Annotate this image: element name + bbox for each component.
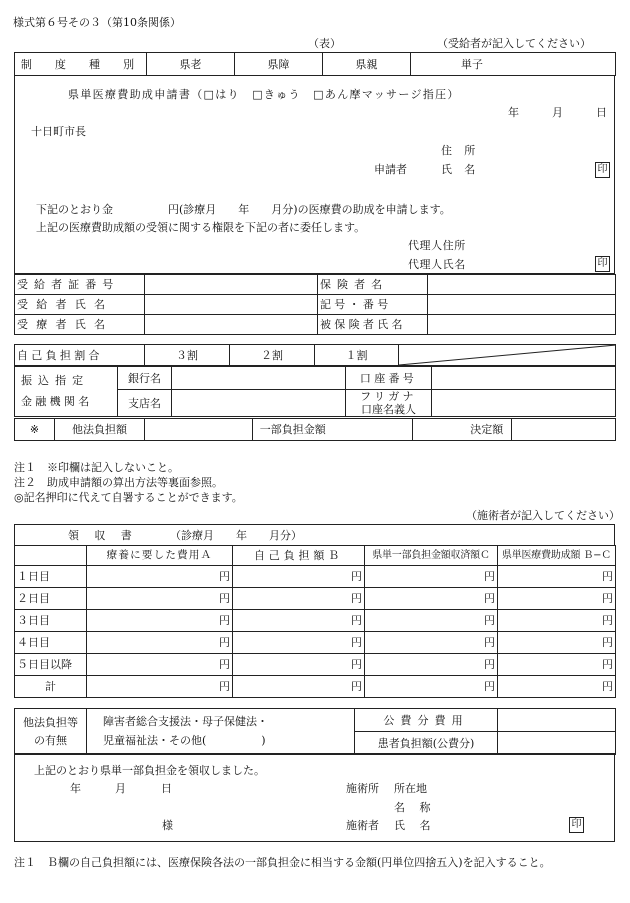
receipt-title: 領 収 書 [68,529,134,542]
cell-yen[interactable]: 円 [233,610,365,632]
application-text-1: 下記のとおり金 円(診療月 年 月分)の医療費の助成を申請します。 [36,203,451,216]
bank-table [14,366,616,417]
other-law-amount-label: 他法負担額 [55,419,145,441]
cell-yen[interactable]: 円 [87,676,233,698]
facility-location-label: 所在地 [394,782,427,795]
cell-yen[interactable]: 円 [233,632,365,654]
footer-note: 注１ Ｂ欄の自己負担額には、医療保険各法の一部負担金に相当する金額(円単位四捨五入)を記入すること。 [14,856,551,869]
row-label-day1: １日目 [15,566,87,588]
header-paid-c: 県単一部負担金額収済額Ｃ [365,546,498,566]
date-month: 月 [552,106,563,119]
application-box [14,75,615,274]
laws-line2: 児童福祉法・その他( ) [103,733,266,747]
decided-amount-field[interactable] [512,419,616,441]
header-subsidy-bc: 県単医療費助成額 Ｂ−Ｃ [498,546,616,566]
received-day: 日 [161,782,172,795]
patient-name-field[interactable] [145,315,318,335]
cell-yen[interactable]: 円 [365,566,498,588]
row-label-day3: ３日目 [15,610,87,632]
date-day: 日 [596,106,607,119]
account-holder-label: 口座名義人 [361,403,416,417]
recipient-name-field[interactable] [145,295,318,315]
insured-name-field[interactable] [428,315,616,335]
cell-yen[interactable]: 円 [498,566,616,588]
ratio-label: 自己負担割合 [15,345,145,366]
cell-yen[interactable]: 円 [365,610,498,632]
other-amount-table [14,418,616,441]
account-no-label: 口座番号 [346,367,432,390]
cell-yen[interactable]: 円 [498,654,616,676]
cell-yen[interactable]: 円 [233,676,365,698]
bank-name-field[interactable] [172,367,346,390]
received-text: 上記のとおり県単一部負担金を領収しました。 [34,764,265,777]
note-2: 注２ 助成申請額の算出方法等裏面参照。 [14,476,223,489]
ratio-10[interactable]: １割 [315,345,399,366]
cell-yen[interactable]: 円 [233,654,365,676]
insured-name-label: 被保険者氏名 [318,315,428,335]
bank-designation-line1: 振込指定 [21,373,90,387]
seal-applicant: 印 [595,162,610,178]
option-kenro[interactable]: 県老 [147,53,235,76]
facility-label: 施術所 [346,782,379,795]
cell-yen[interactable]: 円 [87,588,233,610]
recipient-note: （受給者が記入してください） [437,37,591,50]
patient-name-label: 受療者氏名 [15,315,145,335]
other-law-label-line1: 他法負担等 [23,715,78,729]
application-text-2: 上記の医療費助成額の受領に関する権限を下記の者に委任します。 [36,221,366,234]
row-label-day5: ５日目以降 [15,654,87,676]
option-kensho[interactable]: 県障 [235,53,323,76]
addressee: 十日町市長 [31,125,86,138]
date-year: 年 [508,106,519,119]
holder-label [346,390,432,417]
seal-agent: 印 [595,256,610,272]
cell-yen[interactable]: 円 [87,654,233,676]
receipt-period: （診療月 年 月分） [170,529,302,542]
cell-yen[interactable]: 円 [87,632,233,654]
system-type-label: 制 度 種 別 [15,53,147,76]
header-self-b: 自己負担額Ｂ [233,546,365,566]
cert-no-field[interactable] [145,275,318,295]
cell-yen[interactable]: 円 [365,588,498,610]
cell-yen[interactable]: 円 [233,566,365,588]
insurer-label: 保険者名 [318,275,428,295]
recipient-info-table [14,274,616,335]
branch-name-label: 支店名 [118,390,172,417]
practitioner-note: （施術者が記入してください） [466,509,620,522]
other-law-table [14,708,616,755]
ratio-table [14,344,616,366]
row-label-total: 計 [15,676,87,698]
laws-list [87,709,355,755]
facility-name-label: 名 称 [394,801,436,814]
cell-yen[interactable]: 円 [365,676,498,698]
patient-public-label: 患者負担額(公費分) [355,732,498,755]
branch-name-field[interactable] [172,390,346,417]
cell-yen[interactable]: 円 [233,588,365,610]
cell-yen[interactable]: 円 [498,676,616,698]
applicant-label: 申請者 [374,163,407,176]
note-3: ◎記名押印に代えて自署することができます。 [14,491,243,504]
account-no-field[interactable] [432,367,616,390]
note-1: 注１ ※印欄は記入しないこと。 [14,461,179,474]
form-id: 様式第６号その３（第10条関係） [13,16,181,29]
cell-yen[interactable]: 円 [498,588,616,610]
system-type-table [14,52,616,76]
symbol-no-field[interactable] [428,295,616,315]
cell-yen[interactable]: 円 [365,654,498,676]
partial-amount-label: 一部負担金額 [253,419,333,441]
ratio-20[interactable]: ２割 [230,345,315,366]
practitioner-label: 施術者 [346,819,379,832]
cell-yen[interactable]: 円 [498,610,616,632]
account-holder-field[interactable] [432,390,616,417]
insurer-field[interactable] [428,275,616,295]
other-law-label [15,709,87,755]
decided-amount-label: 決定額 [463,419,512,441]
cell-yen[interactable]: 円 [87,610,233,632]
option-kenshin[interactable]: 県親 [323,53,411,76]
public-cost-label: 公費分費用 [355,709,498,732]
practitioner-name-label: 氏 名 [394,819,436,832]
option-tanshi[interactable]: 単子 [411,53,616,76]
application-title: 県単医療費助成申請書（□はり □きゅう □あん摩マッサージ指圧） [68,88,460,101]
partial-amount-field[interactable] [333,419,413,441]
header-cost-a: 療養に要した費用Ａ [87,546,233,566]
furigana-label: フリガナ [360,390,417,403]
public-cost-field[interactable] [498,709,616,732]
bank-designation-line2: 金融機関名 [21,394,93,408]
recipient-name-label: 受給者氏名 [15,295,145,315]
name-label: 氏 名 [441,163,480,176]
symbol-no-label: 記号・番号 [318,295,428,315]
laws-line1: 障害者総合支援法・母子保健法・ [103,714,268,728]
bank-designation [15,367,118,417]
office-mark: ※ [15,419,55,441]
row-label-day2: ２日目 [15,588,87,610]
bank-name-label: 銀行名 [118,367,172,390]
ratio-diagonal [399,345,616,366]
agent-name-label: 代理人氏名 [408,258,466,271]
seal-practitioner: 印 [569,817,584,833]
address-label: 住 所 [441,144,480,157]
front-label: （表） [308,37,341,50]
other-law-amount-field[interactable] [145,419,253,441]
cell-yen[interactable]: 円 [87,566,233,588]
sama-label: 様 [162,819,173,832]
patient-public-field[interactable] [498,732,616,755]
agent-address-label: 代理人住所 [408,239,466,252]
cell-yen[interactable]: 円 [498,632,616,654]
cert-no-label: 受給者証番号 [15,275,145,295]
cell-yen[interactable]: 円 [365,632,498,654]
receipt-table [14,545,616,698]
row-label-day4: ４日目 [15,632,87,654]
received-year: 年 [70,782,81,795]
received-month: 月 [115,782,126,795]
ratio-30[interactable]: ３割 [145,345,230,366]
other-law-label-line2: の有無 [34,733,67,747]
